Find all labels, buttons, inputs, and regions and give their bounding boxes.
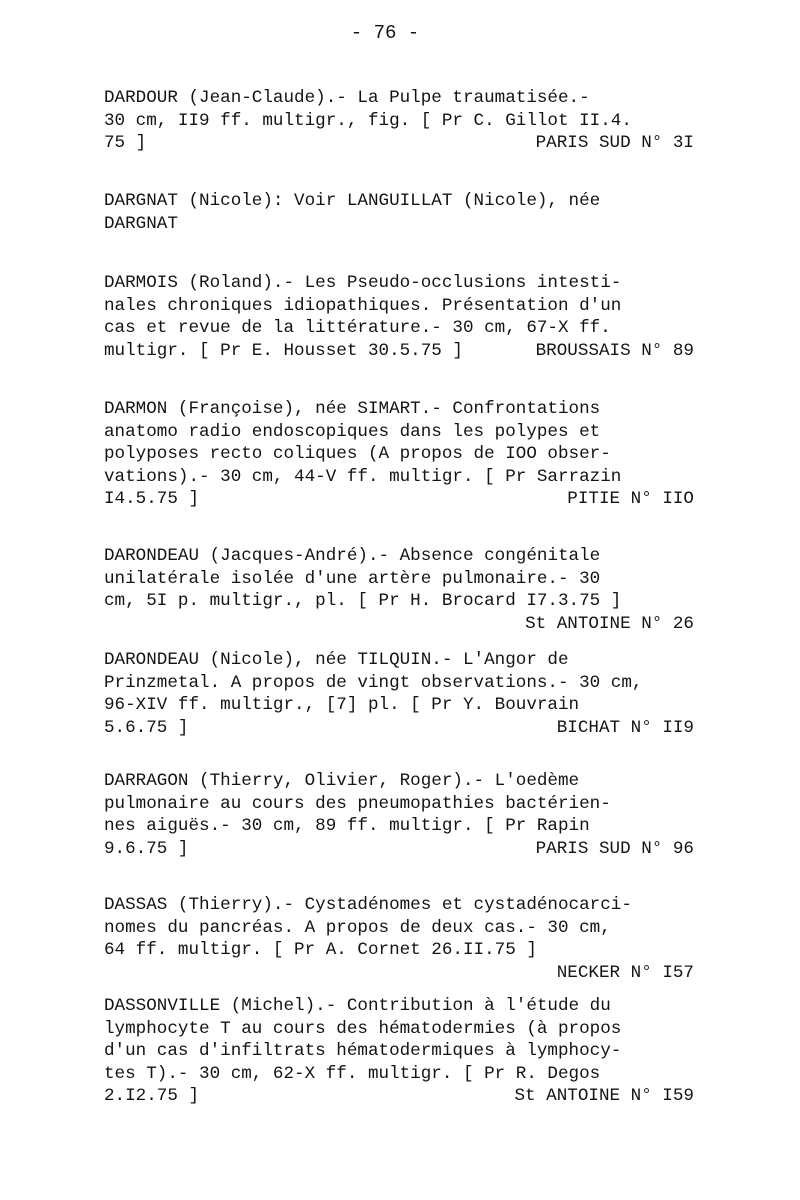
entry-line: DARONDEAU (Jacques-André).- Absence congénitale [104, 546, 601, 566]
entry-darondeau-nicole [104, 649, 704, 739]
entry-line: Prinzmetal. A propos de vingt observations.- 30 cm, [104, 672, 643, 693]
entry-line: vations).- 30 cm, 44-V ff. multigr. [ Pr Sarrazin [104, 466, 622, 487]
entry-line: DARONDEAU (Nicole), née TILQUIN.- L'Angor de [104, 650, 569, 670]
entry-last-row [104, 717, 704, 740]
entry-darmon [104, 398, 704, 511]
entry-location: NECKER N° I57 [556, 962, 694, 983]
entry-line: DARRAGON (Thierry, Olivier, Roger).- L'oedème [104, 771, 580, 791]
entry-line: nales chroniques idiopathiques. Présentation d'un [104, 295, 622, 316]
entry-line: nes aiguës.- 30 cm, 89 ff. multigr. [ Pr Rapin [104, 816, 590, 836]
entry-line: tes T).- 30 cm, 62-X ff. multigr. [ Pr R. Degos [104, 1063, 601, 1084]
entry-line: anatomo radio endoscopiques dans les polypes et [104, 421, 601, 442]
entry-line: unilatérale isolée d'une artère pulmonaire.- 30 [104, 568, 601, 589]
entry-dassas [104, 894, 704, 984]
entry-location: PARIS SUD N° 96 [535, 838, 694, 859]
entry-line: d'un cas d'infiltrats hématodermiques à lymphocy- [104, 1041, 622, 1061]
entry-line: cm, 5I p. multigr., pl. [ Pr H. Brocard I7.3.75 ] [104, 591, 622, 611]
entry-line: lymphocyte T au cours des hématodermies (à propos [104, 1018, 622, 1039]
entry-dargnat [104, 190, 704, 235]
entry-dassonville [104, 995, 704, 1108]
entry-location: BROUSSAIS N° 89 [535, 340, 694, 361]
entry-darmois [104, 272, 704, 362]
entry-line: DARMON (Françoise), née SIMART.- Confrontations [104, 399, 601, 419]
entry-line: DARGNAT [104, 213, 178, 234]
entry-line: 30 cm, II9 ff. multigr., fig. [ Pr C. Gillot II.4. [104, 110, 632, 131]
entry-line: I4.5.75 ] [104, 489, 200, 509]
entry-line: 9.6.75 ] [104, 838, 189, 859]
entry-location: St ANTOINE N° 26 [525, 613, 694, 634]
entry-line: 5.6.75 ] [104, 717, 189, 738]
entry-line: 75 ] [104, 133, 147, 153]
page-number: - 76 - [350, 22, 420, 44]
entry-last-row [104, 1085, 704, 1108]
entry-line: polyposes recto coliques (A propos de IOO obser- [104, 444, 611, 464]
entry-location: St ANTOINE N° I59 [514, 1086, 694, 1106]
entry-line: cas et revue de la littérature.- 30 cm, 67-X ff. [104, 318, 611, 338]
entry-line: DARMOIS (Roland).- Les Pseudo-occlusions intesti- [104, 273, 622, 293]
entry-line: DASSAS (Thierry).- Cystadénomes et cystadénocarci- [104, 895, 632, 915]
entry-line: 64 ff. multigr. [ Pr A. Cornet 26.II.75 ] [104, 940, 537, 960]
entry-line: pulmonaire au cours des pneumopathies bactérien- [104, 793, 611, 814]
entry-darragon [104, 770, 704, 860]
entry-location: BICHAT N° II9 [556, 717, 694, 738]
entry-dardour [104, 87, 704, 155]
entry-line: DARGNAT (Nicole): Voir LANGUILLAT (Nicole), née [104, 191, 601, 211]
entry-line: DASSONVILLE (Michel).- Contribution à l'étude du [104, 996, 611, 1016]
entry-last-row [104, 488, 704, 511]
entry-line: 2.I2.75 ] [104, 1086, 200, 1106]
entry-location: PARIS SUD N° 3I [535, 133, 694, 153]
entry-line: 96-XIV ff. multigr., [7] pl. [ Pr Y. Bouvrain [104, 695, 580, 715]
entry-location: PITIE N° IIO [567, 489, 694, 509]
entry-line: DARDOUR (Jean-Claude).- La Pulpe traumatisée.- [104, 88, 590, 108]
entry-last-row [104, 838, 704, 861]
entry-last-row [104, 340, 704, 363]
entry-darondeau-jacques [104, 545, 704, 635]
entry-line: multigr. [ Pr E. Housset 30.5.75 ] [104, 340, 463, 361]
entry-line: nomes du pancréas. A propos de deux cas.- 30 cm, [104, 917, 611, 938]
entry-last-row [104, 132, 704, 155]
